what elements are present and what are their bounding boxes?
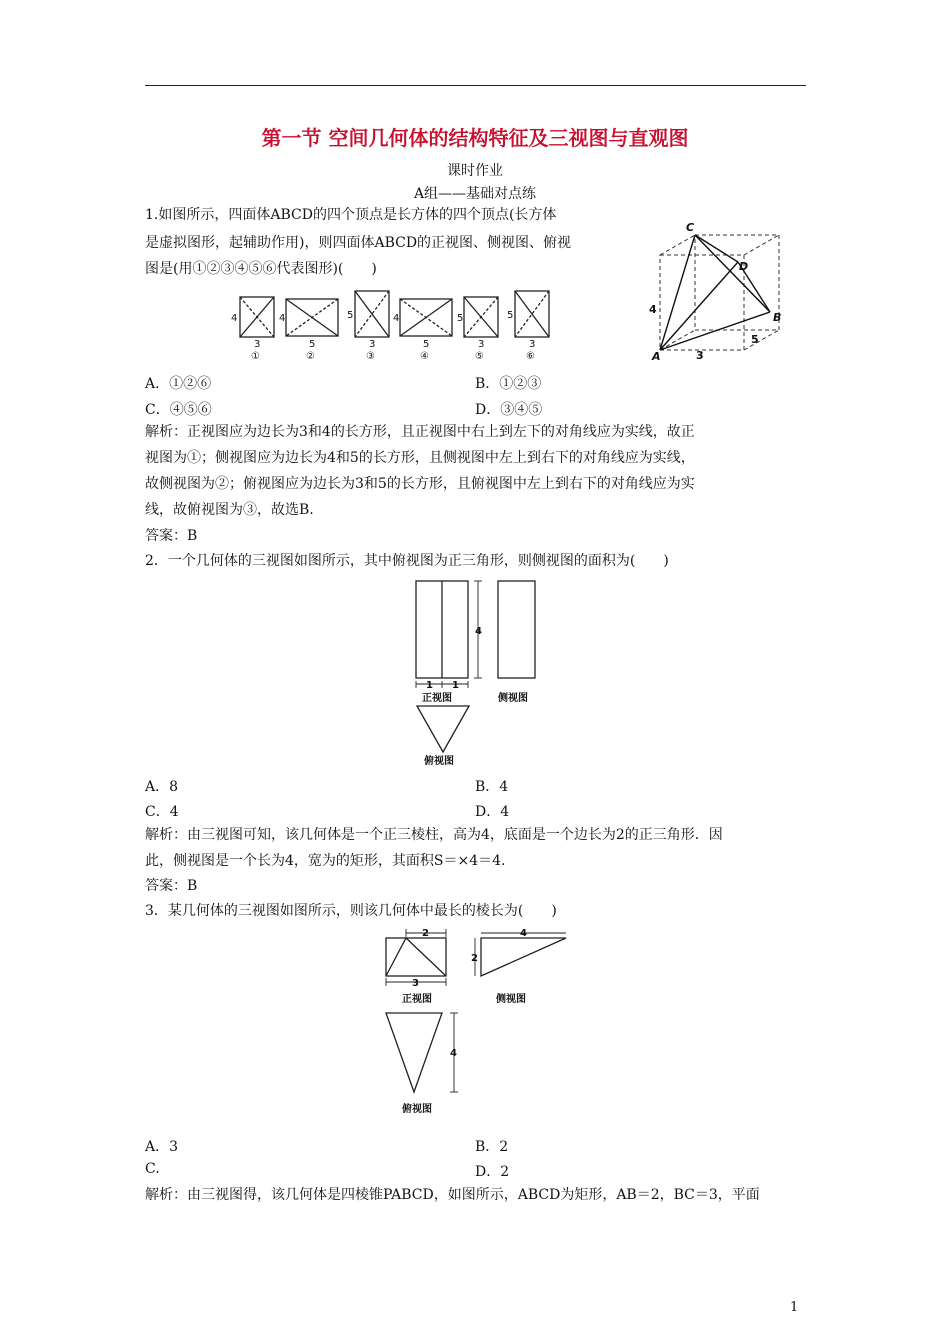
- q2-top-caption: 俯视图: [424, 756, 454, 767]
- q2-stem: 2．一个几何体的三视图如图所示，其中俯视图为正三角形，则侧视图的面积为( ): [145, 553, 669, 569]
- q2-option-b: B．4: [475, 779, 509, 795]
- q1-view2-h: 4: [279, 313, 286, 324]
- q3-side-top-label: 4: [520, 928, 527, 939]
- group-title: A组——基础对点练: [413, 186, 537, 202]
- q1-view6-num: ⑥: [526, 351, 535, 362]
- q1-stem-1: 1.如图所示，四面体ABCD的四个顶点是长方体的四个顶点(长方体: [145, 207, 557, 223]
- q1-analysis-2: 视图为①；侧视图应为边长为4和5的长方形，且侧视图中左上到右下的对角线应为实线，: [145, 450, 695, 466]
- subtitle: 课时作业: [447, 163, 503, 179]
- vertex-a-label: A: [652, 350, 661, 363]
- q1-view3-num: ③: [366, 351, 375, 362]
- box-dim-height: 4: [649, 303, 657, 316]
- q1-view6-w: 3: [529, 339, 536, 350]
- q2-front-caption: 正视图: [422, 693, 452, 704]
- q2-analysis-1: 解析：由三视图可知，该几何体是一个正三棱柱，高为4，底面是一个边长为2的正三角形．因: [145, 827, 723, 843]
- q1-view1-h: 4: [231, 313, 238, 324]
- q3-option-d: D．2: [475, 1164, 510, 1180]
- vertex-d-label: D: [739, 260, 749, 273]
- q2-width2-label: 1: [452, 680, 459, 691]
- q1-analysis-3: 故侧视图为②；俯视图应为边长为3和5的长方形，且俯视图中左上到右下的对角线应为实: [145, 476, 695, 492]
- header-rule: [145, 85, 806, 86]
- q1-answer: 答案：B: [145, 528, 198, 544]
- q1-option-b: B．①②③: [475, 376, 542, 392]
- q3-front-bottom-label: 3: [412, 978, 419, 989]
- q3-option-b: B．2: [475, 1139, 509, 1155]
- q2-height-label: 4: [475, 626, 482, 637]
- q2-side-caption: 侧视图: [498, 693, 528, 704]
- vertex-b-label: B: [773, 311, 782, 324]
- q1-option-c: C．④⑤⑥: [145, 402, 212, 418]
- q3-side-left-label: 2: [471, 953, 478, 964]
- q1-view3-h: 5: [347, 310, 354, 321]
- section-title: 第一节 空间几何体的结构特征及三视图与直观图: [261, 126, 689, 150]
- q3-three-views: [378, 924, 578, 1120]
- box-dim-width: 3: [696, 349, 704, 362]
- q2-three-views: [408, 578, 558, 768]
- q1-analysis-4: 线，故俯视图为③，故选B.: [145, 502, 314, 518]
- q3-option-c: C.: [145, 1161, 160, 1177]
- q1-analysis-1: 解析：正视图应为边长为3和4的长方形，且正视图中右上到左下的对角线应为实线，故正: [145, 424, 695, 440]
- q1-option-d: D．③④⑤: [475, 402, 543, 418]
- q1-view1-num: ①: [251, 351, 260, 362]
- q1-view3-w: 3: [369, 339, 376, 350]
- q1-view6-h: 5: [507, 310, 514, 321]
- q1-view2-w: 5: [309, 339, 316, 350]
- q1-stem-2: 是虚拟图形，起辅助作用)，则四面体ABCD的正视图、侧视图、俯视: [145, 235, 572, 251]
- q2-option-c: C．4: [145, 804, 179, 820]
- q3-top-height-label: 4: [450, 1048, 457, 1059]
- q1-view4-num: ④: [420, 351, 429, 362]
- q2-option-d: D．4: [475, 804, 510, 820]
- q1-view2-num: ②: [306, 351, 315, 362]
- q1-option-a: A．①②⑥: [145, 376, 212, 392]
- q1-view5-num: ⑤: [475, 351, 484, 362]
- q2-analysis-2: 此，侧视图是一个长为4，宽为的矩形，其面积S＝×4＝4.: [145, 853, 506, 869]
- q1-box-figure: [640, 215, 790, 365]
- page-number: 1: [790, 1300, 799, 1315]
- q3-front-caption: 正视图: [402, 994, 432, 1005]
- q3-analysis-1: 解析：由三视图得，该几何体是四棱锥PABCD，如图所示，ABCD为矩形，AB＝2，BC＝3，平面: [145, 1187, 760, 1203]
- q3-stem: 3．某几何体的三视图如图所示，则该几何体中最长的棱长为( ): [145, 903, 557, 919]
- q2-option-a: A．8: [145, 779, 179, 795]
- box-dim-depth: 5: [751, 333, 759, 346]
- q2-width1-label: 1: [426, 680, 433, 691]
- q3-front-top-label: 2: [422, 928, 429, 939]
- q1-view4-h: 4: [393, 313, 400, 324]
- q1-view4-w: 5: [423, 339, 430, 350]
- q3-option-a: A．3: [145, 1139, 179, 1155]
- q1-view5-w: 3: [478, 339, 485, 350]
- vertex-c-label: C: [686, 221, 695, 234]
- q3-side-caption: 侧视图: [496, 994, 526, 1005]
- q1-view5-h: 5: [457, 313, 464, 324]
- q1-view1-w: 3: [254, 339, 261, 350]
- q3-top-caption: 俯视图: [402, 1104, 432, 1115]
- q1-stem-3: 图是(用①②③④⑤⑥代表图形)( ): [145, 261, 377, 277]
- q1-view-figures: [228, 288, 558, 363]
- q2-answer: 答案：B: [145, 878, 198, 894]
